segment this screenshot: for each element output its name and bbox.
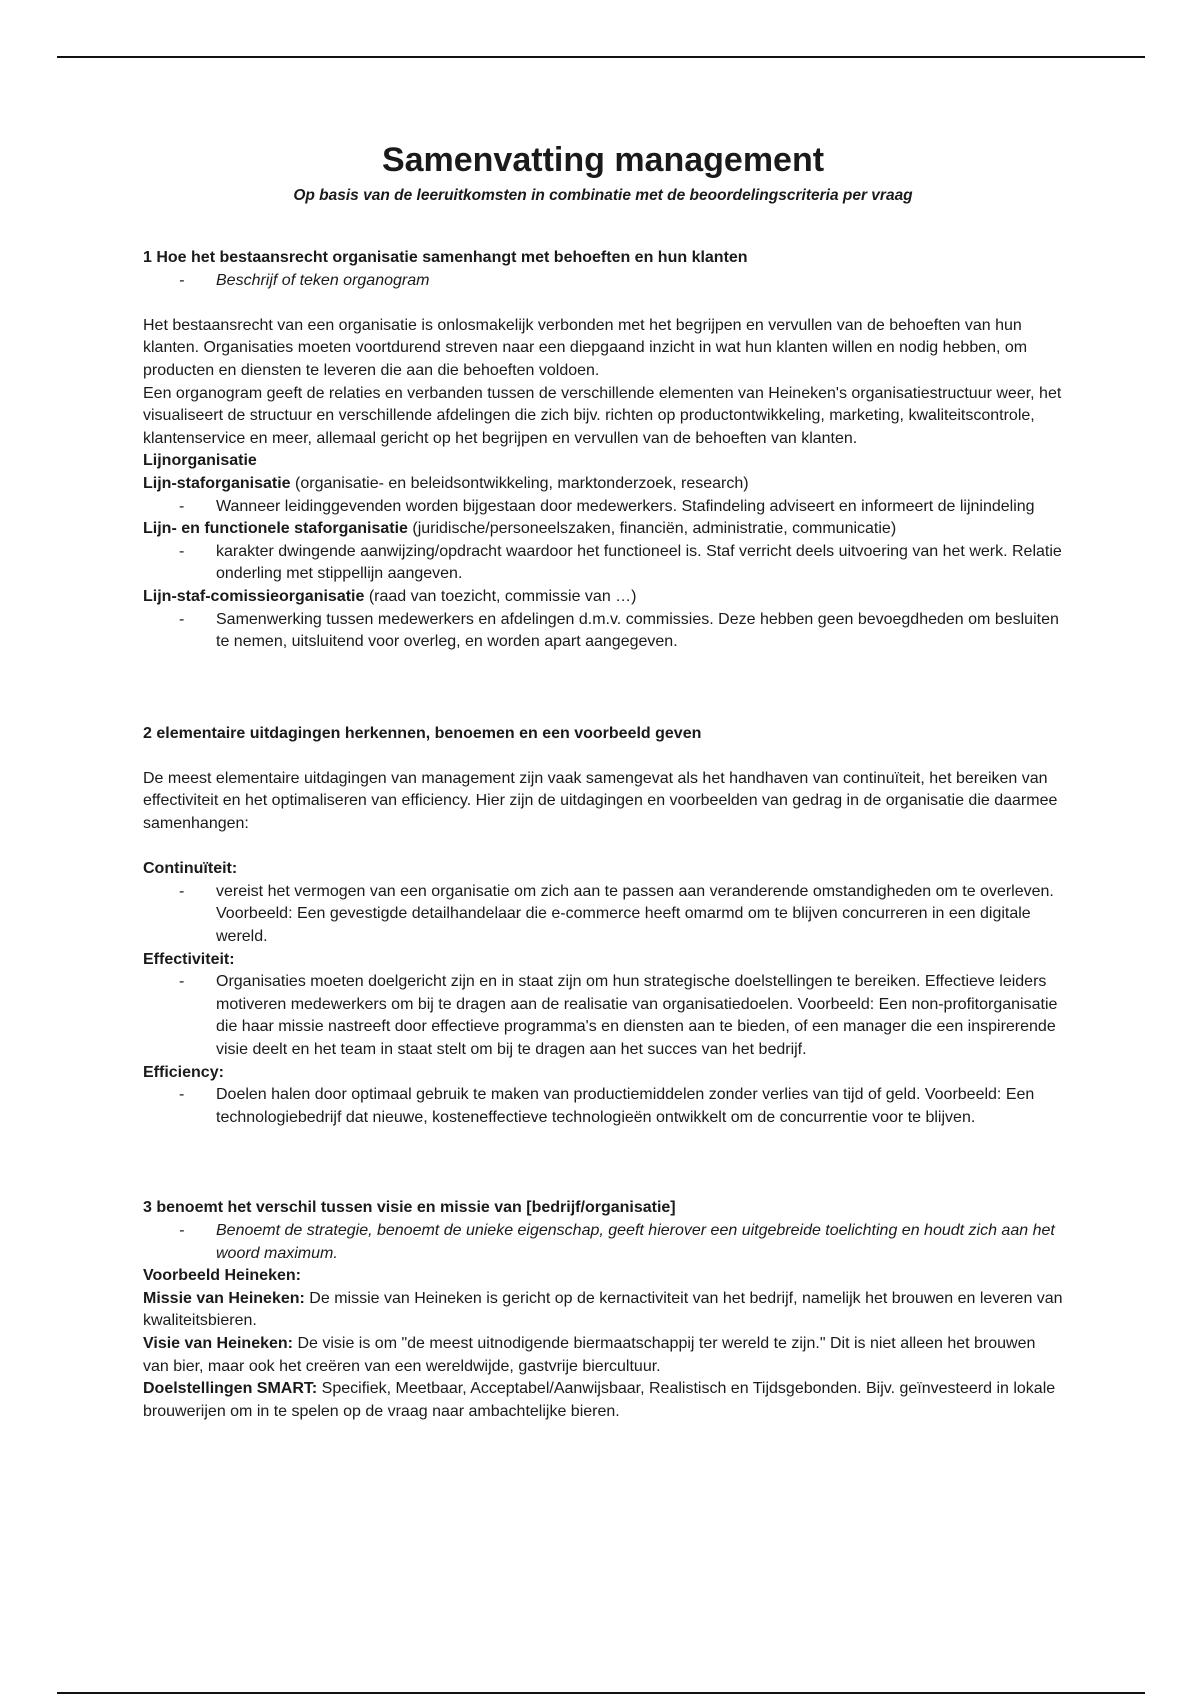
effectiviteit-list bbox=[143, 971, 1063, 1061]
list-item: - Doelen halen door optimaal gebruik te maken van productiemiddelen zonder verlies van tijd of geld. Voorbeeld: Een technologiebedrijf dat nieuwe, kosteneffectieve technologieën ontwikkelt om de concurrentie voor te blijven. bbox=[143, 1084, 1063, 1129]
lijn-staf-detail: (organisatie- en beleidsontwikkeling, marktonderzoek, research) bbox=[290, 474, 749, 492]
functioneel-line bbox=[143, 518, 1063, 541]
list-item: - vereist het vermogen van een organisatie om zich aan te passen aan veranderende omstandigheden om te overleven. Voorbeeld: Een gevestigde detailhandelaar die e-commerce heeft omarmd om te blijven concurreren in een digitale wereld. bbox=[143, 881, 1063, 949]
list-item: - Benoemt de strategie, benoemt de unieke eigenschap, geeft hierover een uitgebreide toelichting en houdt zich aan het woord maximum. bbox=[143, 1220, 1063, 1265]
lijn-staf-list bbox=[143, 496, 1063, 519]
section-2-intro: De meest elementaire uitdagingen van management zijn vaak samengevat als het handhaven van continuïteit, het bereiken van effectiviteit en het optimaliseren van efficiency. Hier zijn de uitdagingen en voorbeelden van gedrag in de organisatie die daarmee samenhangen: bbox=[143, 769, 1058, 833]
visie-label: Visie van Heineken: bbox=[143, 1334, 293, 1352]
effectiviteit-label: Effectiviteit: bbox=[143, 950, 235, 968]
page-title: Samenvatting management bbox=[381, 141, 825, 179]
document-page bbox=[143, 140, 1063, 1423]
commissie-line bbox=[143, 586, 1063, 609]
list-item: - Organisaties moeten doelgericht zijn en in staat zijn om hun strategische doelstellingen te bereiken. Effectieve leiders motiveren medewerkers om bij te dragen aan de realisatie van organisatiedoelen. Voorbeeld: Een non-profitorganisatie die haar missie nastreeft door effectieve programma's en diensten aan te bieden, of een manager die een inspirerende visie deelt en het team in staat stelt om bij te dragen aan het succes van het bedrijf. bbox=[143, 971, 1063, 1061]
missie-text: De missie van Heineken is gericht op de kernactiviteit van het bedrijf, namelijk het brouwen en leveren van kwaliteitsbieren. bbox=[143, 1289, 1063, 1330]
lijn-staf-line bbox=[143, 473, 1063, 496]
list-item: - Wanneer leidinggevenden worden bijgestaan door medewerkers. Stafindeling adviseert en informeert de lijnindeling bbox=[143, 496, 1063, 519]
functioneel-detail: (juridische/personeelszaken, financiën, administratie, communicatie) bbox=[407, 520, 897, 538]
functioneel-list bbox=[143, 541, 1063, 586]
continuiteit-list bbox=[143, 881, 1063, 949]
section-1-heading: 1 Hoe het bestaansrecht organisatie samenhangt met behoeften en hun klanten bbox=[143, 249, 748, 266]
section-2-heading: 2 elementaire uitdagingen herkennen, benoemen en een voorbeeld geven bbox=[143, 724, 702, 742]
voorbeeld-label: Voorbeeld Heineken: bbox=[143, 1267, 301, 1285]
list-item: - karakter dwingende aanwijzing/opdracht waardoor het functioneel is. Staf verricht deels uitvoering van het werk. Relatie onderling met stippellijn aangeven. bbox=[143, 541, 1063, 586]
list-item: - Samenwerking tussen medewerkers en afdelingen d.m.v. commissies. Deze hebben geen bevoegdheden om besluiten te nemen, uitsluitend voor overleg, en worden apart aangegeven. bbox=[143, 609, 1063, 654]
missie-paragraph bbox=[143, 1288, 1063, 1333]
efficiency-list bbox=[143, 1084, 1063, 1129]
commissie-list bbox=[143, 609, 1063, 654]
commissie-label: Lijn-staf-comissieorganisatie bbox=[143, 587, 365, 605]
continuiteit-label: Continuïteit: bbox=[143, 860, 238, 878]
missie-label: Missie van Heineken: bbox=[143, 1289, 305, 1307]
lijn-staf-label: Lijn-staforganisatie bbox=[143, 474, 291, 492]
section-3-heading: 3 benoemt het verschil tussen visie en missie van [bedrijf/organisatie] bbox=[143, 1199, 676, 1217]
visie-text: De visie is om "de meest uitnodigende biermaatschappij ter wereld te zijn." Dit is niet alleen het brouwen van bier, maar ook het creëren van een wereldwijde, gastvrije biercultuur. bbox=[143, 1334, 1036, 1375]
section-1-paragraph: Een organogram geeft de relaties en verbanden tussen de verschillende elementen van Heineken's organisatiestructuur weer, het visualiseert de structuur en verschillende afdelingen die zich bijv. richten op productontwikkeling, marketing, kwaliteitscontrole, klantenservice en meer, allemaal gericht op het begrijpen en vervullen van de behoeften van klanten. bbox=[143, 384, 1062, 447]
visie-paragraph bbox=[143, 1333, 1063, 1378]
efficiency-label: Efficiency: bbox=[143, 1063, 224, 1081]
section-1-instructions bbox=[143, 270, 1063, 293]
page-subtitle: Op basis van de leeruitkomsten in combinatie met de beoordelingscriteria per vraag bbox=[293, 187, 913, 204]
smart-label: Doelstellingen SMART: bbox=[143, 1380, 318, 1398]
smart-text: Specifiek, Meetbaar, Acceptabel/Aanwijsbaar, Realistisch en Tijdsgebonden. Bijv. geïnvesteerd in lokale brouwerijen om in te spelen op de vraag naar ambachtelijke bieren. bbox=[143, 1380, 1056, 1420]
section-1-paragraph: Het bestaansrecht van een organisatie is onlosmakelijk verbonden met het begrijpen en vervullen van de behoeften van hun klanten. Organisaties moeten voortdurend streven naar een diepgaand inzicht in wat hun klanten willen en nodig hebben, om producten en diensten te leveren die aan die behoeften voldoen. bbox=[143, 316, 1028, 379]
lijnorganisatie-label: Lijnorganisatie bbox=[143, 452, 257, 470]
footer-rule bbox=[57, 1692, 1145, 1694]
functioneel-label: Lijn- en functionele staforganisatie bbox=[143, 520, 408, 538]
commissie-detail: (raad van toezicht, commissie van …) bbox=[364, 587, 637, 605]
header-rule bbox=[57, 56, 1145, 58]
section-3-instructions bbox=[143, 1220, 1063, 1265]
list-item: - Beschrijf of teken organogram bbox=[143, 270, 1063, 293]
smart-paragraph bbox=[143, 1378, 1063, 1423]
